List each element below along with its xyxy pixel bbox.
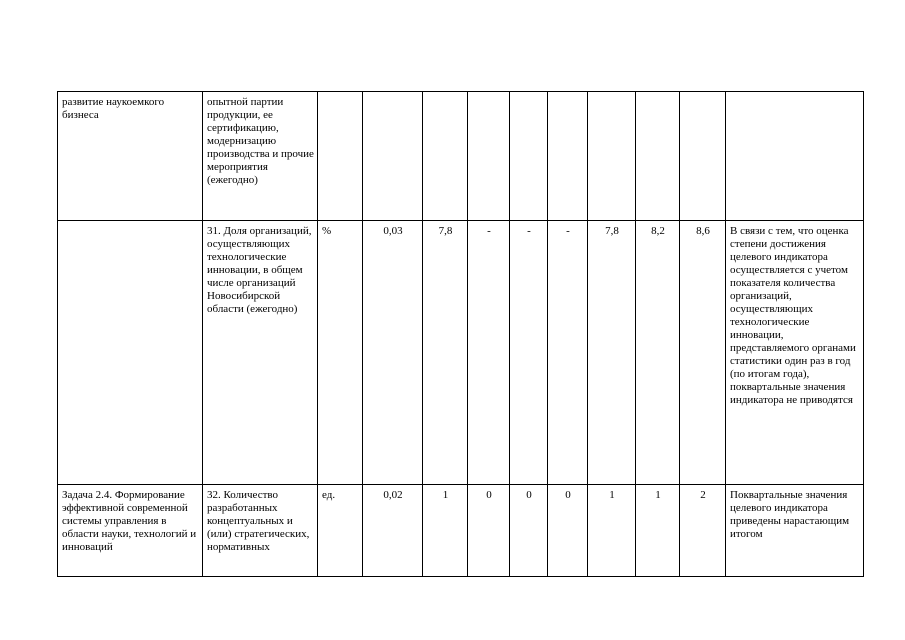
- task-cell: развитие наукоемкого бизнеса: [58, 92, 203, 221]
- indicator-cell: 32. Количество разработанных концептуальных и (или) стратегических, нормативных: [203, 485, 318, 577]
- value-cell: 1: [588, 485, 636, 577]
- indicators-table: [57, 91, 864, 577]
- unit-cell: ед.: [318, 485, 363, 577]
- value-cell: 8,2: [636, 221, 680, 485]
- unit-cell: [318, 92, 363, 221]
- note-cell: Поквартальные значения целевого индикатора приведены нарастающим итогом: [726, 485, 864, 577]
- value-cell: 8,6: [680, 221, 726, 485]
- value-cell: [510, 92, 548, 221]
- value-cell: 7,8: [588, 221, 636, 485]
- value-cell: [680, 92, 726, 221]
- value-cell: -: [548, 221, 588, 485]
- value-cell: [636, 92, 680, 221]
- value-cell: [588, 92, 636, 221]
- table-row: [58, 485, 864, 577]
- note-cell: [726, 92, 864, 221]
- value-cell: 0: [548, 485, 588, 577]
- task-cell: [58, 221, 203, 485]
- value-cell: -: [510, 221, 548, 485]
- table-row: [58, 92, 864, 221]
- value-cell: -: [468, 221, 510, 485]
- value-cell: 7,8: [423, 221, 468, 485]
- indicator-cell: опытной партии продукции, ее сертификацию, модернизацию производства и прочие мероприятия (ежегодно): [203, 92, 318, 221]
- value-cell: 2: [680, 485, 726, 577]
- value-cell: 0: [468, 485, 510, 577]
- note-cell: В связи с тем, что оценка степени достижения целевого индикатора осуществляется с учетом показателя количества организаций, осуществляющих технологические инновации, представляемого органами статистики один раз в год (по итогам года), поквартальные значения индикатора не приводятся: [726, 221, 864, 485]
- task-cell: Задача 2.4. Формирование эффективной современной системы управления в области науки, технологий и инноваций: [58, 485, 203, 577]
- value-cell: [468, 92, 510, 221]
- value-cell: [423, 92, 468, 221]
- weight-cell: [363, 92, 423, 221]
- value-cell: [548, 92, 588, 221]
- weight-cell: 0,03: [363, 221, 423, 485]
- indicator-cell: 31. Доля организаций, осуществляющих технологические инновации, в общем числе организаций Новосибирской области (ежегодно): [203, 221, 318, 485]
- unit-cell: %: [318, 221, 363, 485]
- value-cell: 0: [510, 485, 548, 577]
- value-cell: 1: [423, 485, 468, 577]
- table-row: [58, 221, 864, 485]
- value-cell: 1: [636, 485, 680, 577]
- weight-cell: 0,02: [363, 485, 423, 577]
